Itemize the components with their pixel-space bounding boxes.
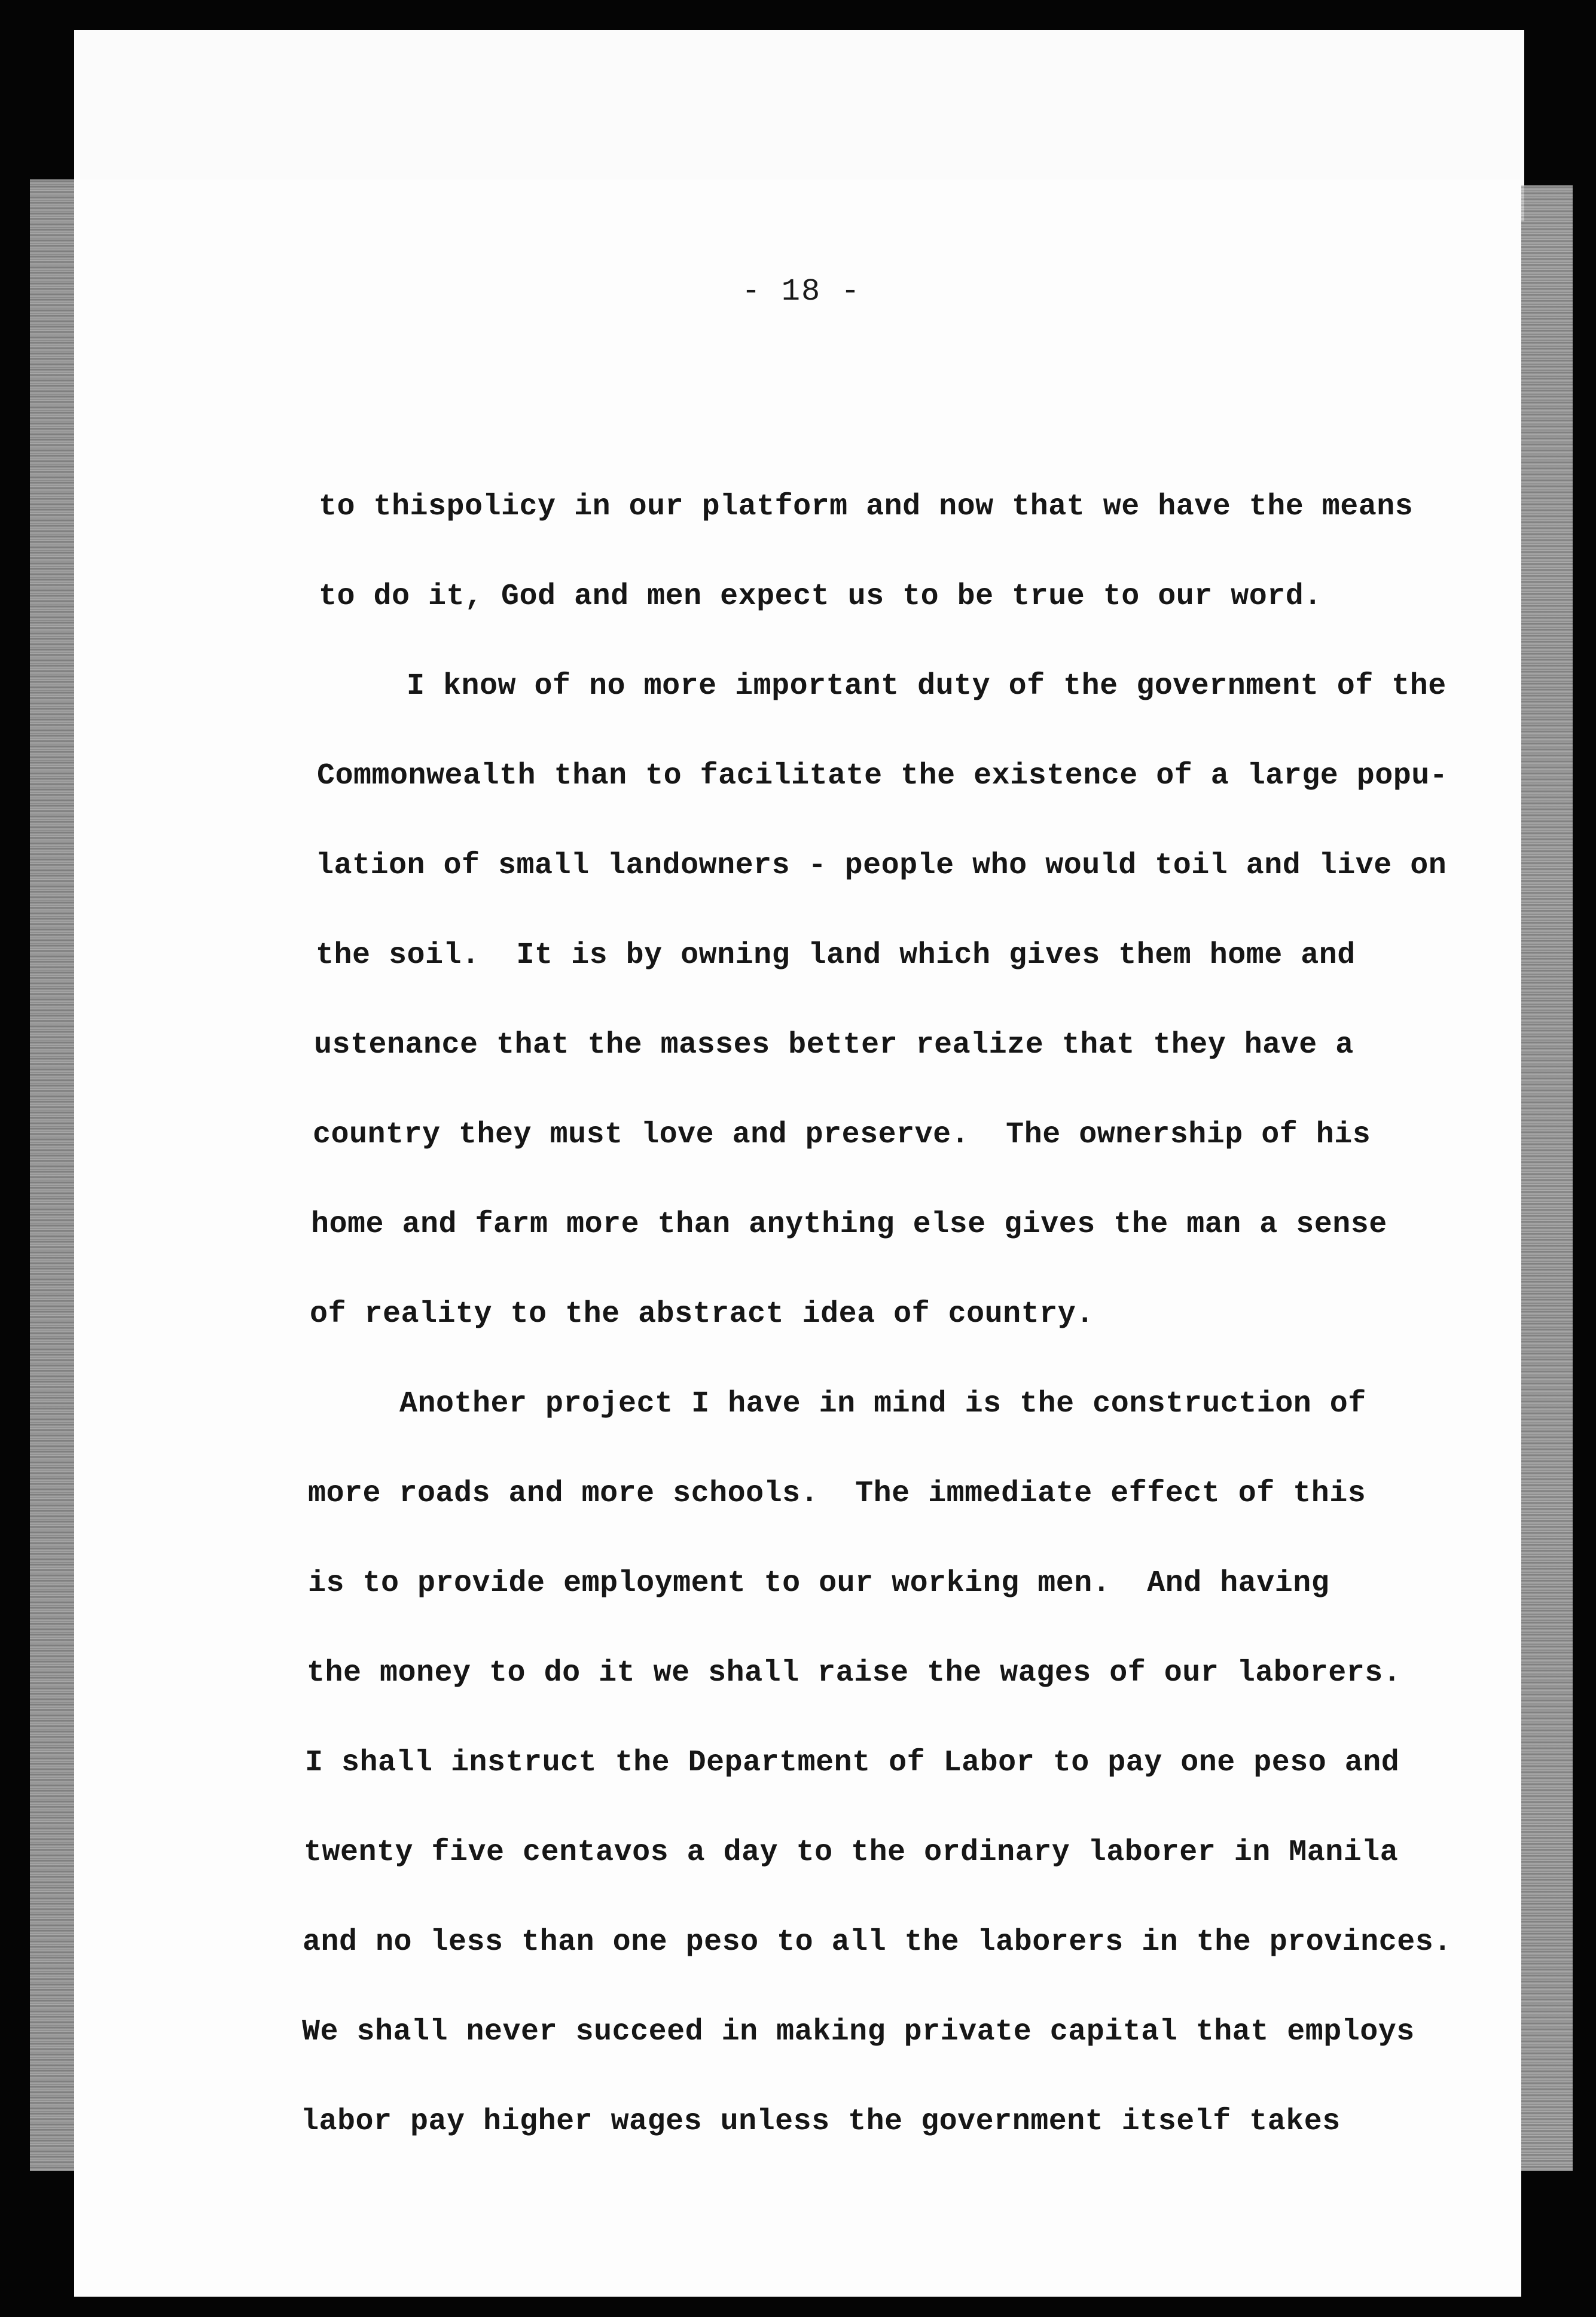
text-line: home and farm more than anything else gives the man a sense [311, 1208, 1387, 1242]
text-line: the soil. It is by owning land which gives them home and [316, 938, 1356, 972]
text-line: is to provide employment to our working men. And having [308, 1566, 1330, 1600]
text-line: ustenance that the masses better realize that they have a [314, 1028, 1354, 1062]
text-line: Another project I have in mind is the construction of [399, 1387, 1366, 1421]
text-line: of reality to the abstract idea of country. [310, 1297, 1094, 1331]
right-paper-edge [1519, 185, 1573, 2171]
text-line: country they must love and preserve. The ownership of his [313, 1118, 1371, 1152]
text-line: labor pay higher wages unless the government itself takes [301, 2105, 1341, 2139]
text-line: We shall never succeed in making private capital that employs [302, 2015, 1415, 2049]
text-line: the money to do it we shall raise the wages of our laborers. [307, 1656, 1402, 1690]
text-line: Commonwealth than to facilitate the existence of a large popu- [317, 759, 1448, 793]
text-line: I shall instruct the Department of Labor to pay one peso and [305, 1746, 1400, 1780]
text-line: twenty five centavos a day to the ordinary laborer in Manila [304, 1836, 1399, 1870]
text-line: lation of small landowners - people who would toil and live on [316, 849, 1447, 883]
text-line: I know of no more important duty of the government of the [407, 669, 1447, 703]
text-line: to thispolicy in our platform and now that we have the means [319, 490, 1414, 524]
text-line: to do it, God and men expect us to be true to our word. [319, 580, 1322, 614]
text-line: and no less than one peso to all the laborers in the provinces. [303, 1925, 1452, 1959]
text-line: more roads and more schools. The immediate effect of this [308, 1477, 1366, 1511]
page-number: - 18 - [741, 274, 861, 309]
